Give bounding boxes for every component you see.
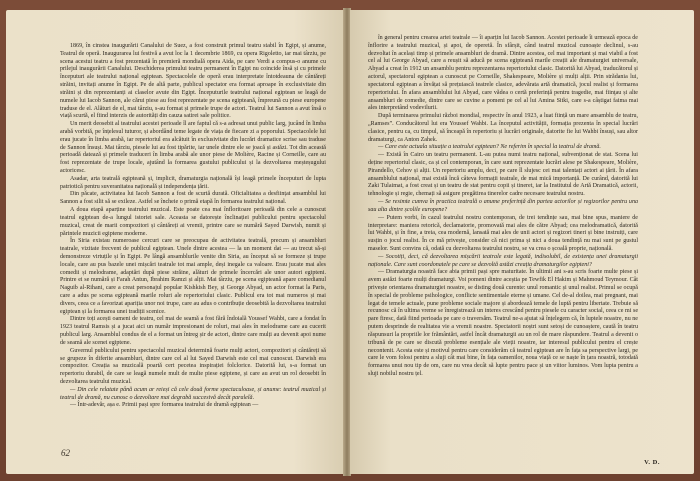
page-number: 62 <box>61 448 70 458</box>
left-page <box>6 10 344 474</box>
paragraph: Dintre toți acești oameni de teatru, cel mai de seamă a fost fără îndoială Youssef Wahbi, care a fondat în 1923 teatrul Ramsis și a jucat aici un număr impresionant de roluri, mai ales în melodrame care au cucerit publicul larg. Ansamblul condus de el a format un întreg șir de actori, dintre care mulți au devenit apoi nume de seamă ale scenei egiptene. <box>60 316 326 346</box>
paragraph: — Putem vorbi, în cazul teatrului nostru contemporan, de trei tendințe sau, mai bine spus, maniere de interpretare: maniera retorică, declamatorie, promovată mai ales de către Abyad; cea melodramatică, datorită lui Wahbi, și în fine, a treia, cea modernă, lansată mai ales de unii actori și regizori tineri și bine instruiți, care susțin o jocul realist. În ce mă privește, consider că nici prima și nici a doua tendință nu mai sunt pe gustul maselor. Sunt convins că, odată cu dezvoltarea teatrului nostru, se va crea o școală proprie, națională. <box>368 214 638 252</box>
author-signature: V. D. <box>644 459 660 466</box>
paragraph: Din păcate, activitatea lui Iacob Sannon a fost de scurtă durată. Oficialitatea a desființat ansamblul lui Sannon a fost silit să se exileze. Astfel se încheie o primă etapă în formarea teatrului național. <box>60 191 326 206</box>
left-page-text <box>60 43 326 410</box>
paragraph: — Într-adevăr, așa e. Primii pași spre formarea teatrului de dramă egiptean — <box>70 402 259 409</box>
paragraph: Guvernul publicului pentru spectacolul muzical determină foarte mulți actori, compozitori și cântăreți să se grupeze în diferite ansambluri, dintre care cel al lui Sayed Darwish este cel mai cunoscut. Darwish era compozitor. Creația sa muzicală poartă cert pecetea inspirației folclorice. Datorită lui, s-a format un repertoriu durabil, de care se leagă numele mult de multe piese egiptene, și care au avut un rol deosebit în dezvoltarea teatrului muzical. <box>60 347 326 385</box>
paragraph: în general pentru crearea artei teatrale — îi aparțin lui Iacob Sannon. Acestei perioade îi urmează epoca de înflorire a teatrului muzical, și apoi, de operetă. În sfârșit, când teatrul muzical cunoaște declinul, s-au dezvoltat în același timp și primele ansambluri de dramă. Dintre acestea, cel mai important și mai viabil a fost cel al lui George Abyad, care a reușit să aducă pe scena egipteană marile creații ale dramaturgiei universale, Abyad a creat în 1912 un ansamblu pentru reprezentarea repertoriului clasic. Datorită lui Abyad, traducătorul și actorul, spectatorul egiptean a cunoscut pe Corneille, Shakespeare, Molière și mulți alții. Prin strădania lui, spectatorul egiptean a învățat să prețuiască teatrele clasice, adevărata artă dramatică, jocul realist și formarea repertoriului. În afara ansamblului lui Abyad, care vădea o certă preferință pentru tragedie, mai fiinţau și alte ansambluri de comedie, dintre care se cuvine a pomeni pe cel al lui Amina Sitki, care s-a câștigat faima mai ales interpretând vodevilurii. <box>368 35 638 112</box>
paragraph: Un merit deosebit al teatrului acestei perioade îl are faptul că s-a adresat unui public larg, jucând în limba arabă vorbită, pe înțelesul tuturor, și abordând teme legate de viața de fiecare zi a poporului. Spectacolele lui erau jucate în limba arabă, iar repertoriul era alcătuit în exclusivitate din lucrări dramatice scrise sau traduse de Sannon însuși. Mai târziu, piesele lui au fost tipărite, iar unele dintre ele se joacă și astăzi. Tot din această perioadă datează și primele traduceri în limba arabă ale unor piese de Molière, Racine și Corneille, care au fost reprezentate de trupe locale, ajutând la formarea gustului publicului și la dezvoltarea meșteșugului actoricesc. <box>60 121 326 174</box>
paragraph: 1869, în cinstea inaugurării Canalului de Suez, a fost construit primul teatru stabil în Egipt, și anume, Teatrul de operă. Inaugurarea lui festivă a avut loc la 1 decembrie 1869, cu opera Rigoletto, iar mai târziu, pe scena acestui teatru a fost prezentată în premieră mondială opera Aida, pe care Verdi a compus-o anume cu prilejul inaugurării Canalului. Deschiderea primului teatru permanent în Egipt nu coincide însă și cu primele începuturi ale teatrului național egiptean. Spectacolele de operă erau interpretate întotdeauna de cântăreți străini, invitați anume în Egipt. Pe de altă parte, publicul spectator era format aproape în exclusivitate din străini și din reprezentanți ai claselor avute din Egipt. Începuturile teatrului național egiptean se leagă de numele lui Iacob Sannon, ale cărui piese au fost reprezentate pe scena egipteană, împreună cu piese europene traduse de el. Alături de el, mai târziu, s-au format și primele trupe de actori. Teatrul lui Sannon a avut însă o viață scurtă, el fiind interzis de autorități din cauza satirei sale politice. <box>60 43 326 120</box>
interview-question: — Socotiți, deci, că dezvoltarea mișcării teatrale este legată, indisolubil, de existența unei dramaturgii naționale. Care sunt coordonatele pe care se dezvoltă astăzi creația dramaturgilor egipteni? <box>368 253 638 268</box>
interview-question: — Din cele relatate până acum ar reieși că cele două forme spectaculoase, și anume: teatrul muzical și teatrul de dramă, nu cunosc o dezvoltare mai degrabă succesivă decât paralelă. <box>60 386 326 401</box>
paragraph: După terminarea primului război mondial, respectiv în anul 1923, a luat ființă un mare ansamblu de teatru, „Ramses”. Conducătorul lui era Youssef Wahbi. La începutul activității, formația prezenta în special lucrări clasice, pentru ca, cu timpul, să înceapă în repertoriu și lucrări originale, datorite fie lui Wahbi însuși, sau altor dramaturgi, ca Anton Zahek. <box>368 113 638 143</box>
paragraph: — Dramaturgia noastră face abia primii pași spre maturitate. În ultimii ani s-au scris foarte multe piese și avem astăzi foarte mulți dramaturgi. Voi pomeni dintre aceștia pe Tewfik El Hakim și Mahmoud Teymour. Cât privește orientarea dramaturgiei noastre, se disting două curente: unul romantic și unul realist. Primul se ocupă în special de probleme psihologice, conflicte sentimentale eterne și umane. Cel de-al doilea, mai pregnant, mai legat de temele actuale, pune probleme sociale majore și abordează temele de luptă pentru libertate. Trebuie să recunosc că în ultima vreme se înregistrează un interes crescând pentru piesele cu caracter social, ceea ce mi se pare firesc, dată fiind perioada pe care o traversăm. Teatrul ne-a ajutat să înțelegem că, în luptele noastre, nu ne putem desprinde de realitatea vie a vremii noastre. Spectatorii noștri sunt setoși de cunoaștere, caută în teatru răspunsuri la propriile lor frământări, astfel încât dramaturgii au un rol de mare răspundere. Teatrul a devenit o tribună de pe care se discută probleme esențiale ale vieții noastre, iar interesul publicului pentru el crește necontenit. Acesta este și motivul pentru care considerăm că teatrul egiptean are în fața sa perspective largi, pe care le vom folosi pentru a sluji cât mai bine, în fața oamenilor, noua viață ce se naște în țara noastră, totodată formarea unui nou tip de om, care nu vrea decât să lupte pentru pace și un viitor luminos. Vom lupta pentru a sluji nobilul nostru țel. <box>368 269 638 377</box>
interview-question: — Care este actuala situație a teatrului egiptean? Ne referim în special la teatrul de dramă. <box>378 144 601 151</box>
paragraph: În Siria existau numeroase cercuri care se preocupau de activitatea teatrală, precum și ansambluri teatrale, vizitate frecvent de publicul egiptean. Unele dintre acestea — la un moment dat — au trecut să-și demonstreze virtuțile și în Egipt. Pe lângă ansamblurile venite din Siria, au început să se formeze și trupe locale, care au pus bazele unei mișcări teatrale tot mai ample, deși inegale ca valoare. Erau jucate mai ales comedii și melodrame, adaptări după piese străine, alături de primele încercări ale unor autori egipteni. Printre ei se numără și Farah Antun, Ibrahim Ramzi și alții. Mai târziu, pe scena egipteană apare comedianul Naguib al-Rihani, care a creat personajul popular Kishkish Bey, și George Abyad, un actor format la Paris, care a adus pe scena egipteană marile roluri ale repertoriului clasic. Publicul era tot mai numeros și mai divers, ceea ce a favorizat apariția unor noi trupe, care au adus o contribuție deosebită la dezvoltarea teatrului egiptean și la formarea unei tradiții scenice. <box>60 238 326 315</box>
right-page-text <box>368 35 638 379</box>
interview-question: — Se resimte cumva în practica teatrală o anume preferință din partea actorilor și regizorilor pentru una sau alta dintre școlile europene? <box>368 199 638 213</box>
paragraph: — Există în Cairo un teatru permanent. L-au putea numi teatru național, subvenționat de stat. Scena lui deține repertoriul clasic, ca și cel contemporan, în care sunt reprezentate lucrări alese pe Shakespeare, Molière, Pirandello, Cehov și alții. Un repertoriu amplu, deci, pe care îl slujesc cei mai talentați actori ai țării. În afara ansamblului național, mai există încă câteva formații teatrale, de mai mică importanță. De curând, datorită lui Zaki Tulaimat, a fost creat și un teatru de stat pentru copii și tineret, iar la Institutul de Artă Dramatică, actorii, tehnologie și regie, chemați să asigure pregătirea tinerelor cadre necesare teatrului nostru. <box>368 152 638 198</box>
paragraph: A doua etapă aparține teatrului muzical. Este poate cea mai înfloritoare perioadă din cele a cunoscut teatrul egiptean de-a lungul istoriei sale. Aceasta se datorește înclinației publicului pentru spectacolul muzical, creat de marii compozitori și cântăreți ai vremii, printre care se numără Sayed Darwish, numit și părintele muzicii egiptene moderne. <box>60 207 326 237</box>
paragraph: Asadar, arta teatrală egipteană și, implicit, dramaturgia națională își leagă primele începuturi de lupta patriotică pentru suveranitatea națională și independența țării. <box>60 175 326 190</box>
right-page <box>350 10 694 474</box>
